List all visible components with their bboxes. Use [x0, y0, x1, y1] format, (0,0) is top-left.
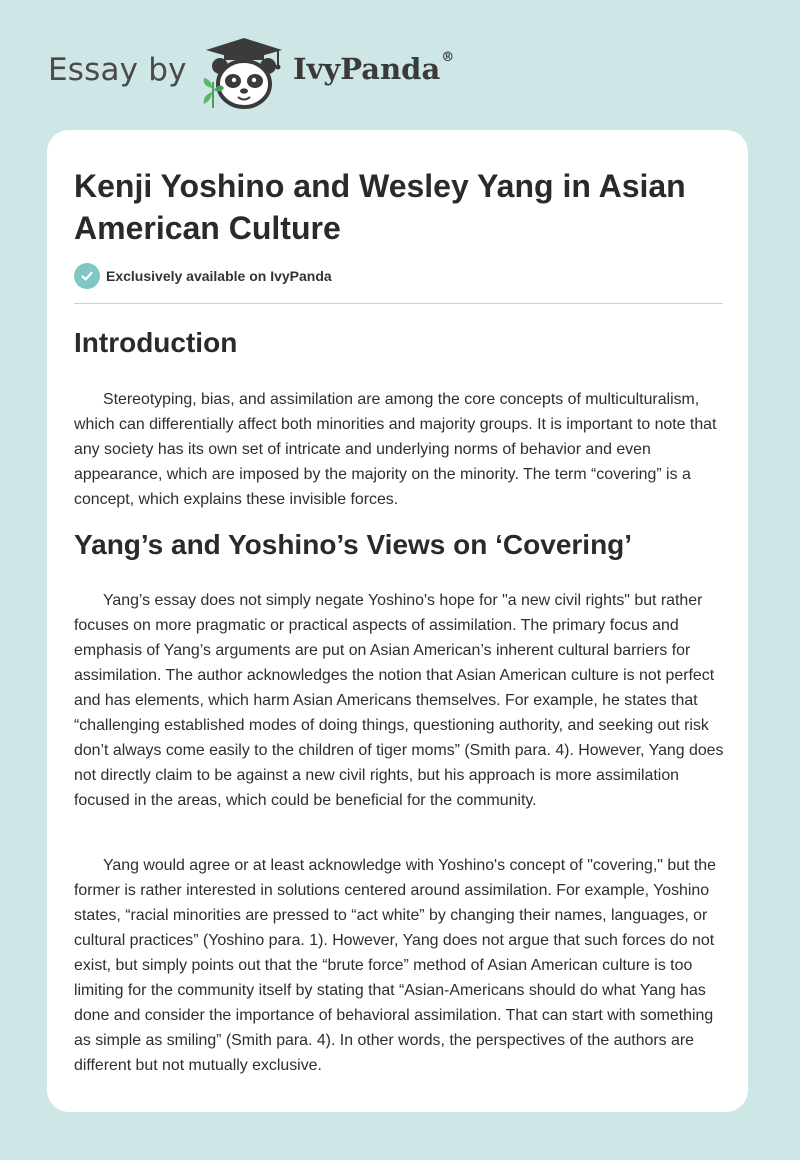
paragraph-views-2: Yang would agree or at least acknowledge with Yoshino's concept of "covering," but the former is rather interested in solutions centered around assimilation. For example, Yoshino states, “racial minorities are pressed to “act white” by changing their names, languages, or cultural practices” (Yoshino para. 1). However, Yang does not argue that such forces do not exist, but simply points out that the “brute force” method of Asian American culture is too limiting for the community itself by stating that “Asian-Americans should do what Yang has done and consider the importance of behavioral assimilation. That can start with something as simple as smiling” (Smith para. 4). In other words, the perspectives of the authors are different but not mutually exclusive.	[74, 857, 716, 1074]
section-heading-introduction: Introduction	[74, 327, 238, 358]
panda-graduate-logo-icon[interactable]	[198, 36, 284, 110]
paragraph-introduction: Stereotyping, bias, and assimilation are among the core concepts of multiculturalism, which can differentially affect both minorities and majority groups. It is important to note that any society has its own set of intricate and underlying norms of behavior and even appearance, which are imposed by the majority on the minority. The term “covering” is a concept, which explains these invisible forces.	[74, 391, 717, 508]
title-divider	[74, 303, 723, 304]
site-header	[0, 0, 800, 130]
section-heading-views-on-covering: Yang’s and Yoshino’s Views on ‘Covering’	[74, 529, 633, 560]
exclusive-badge	[74, 263, 332, 289]
brand-name-text: IvyPanda	[293, 52, 441, 86]
check-circle-icon	[74, 263, 100, 289]
registered-mark: ®	[441, 50, 455, 65]
brand-name[interactable]	[293, 52, 454, 86]
essay-by-label: Essay by	[48, 52, 187, 88]
essay-title: Kenji Yoshino and Wesley Yang in Asian American Culture	[74, 168, 686, 246]
paragraph-views-1: Yang’s essay does not simply negate Yoshino's hope for "a new civil rights" but rather focuses on more pragmatic or practical aspects of assimilation. The primary focus and emphasis of Yang’s arguments are put on Asian American’s inherent cultural barriers for assimilation. The author acknowledges the notion that Asian American culture is not perfect and has elements, which harm Asian Americans themselves. For example, he states that “challenging established modes of doing things, questioning authority, and seeking out risk don’t always come easily to the children of tiger moms” (Smith para. 4). However, Yang does not directly claim to be against a new civil rights, but his approach is more assimilation focused in the areas, which could be beneficial for the community.	[74, 592, 724, 809]
exclusive-badge-text: Exclusively available on IvyPanda	[106, 268, 332, 284]
essay-card	[47, 130, 748, 1112]
